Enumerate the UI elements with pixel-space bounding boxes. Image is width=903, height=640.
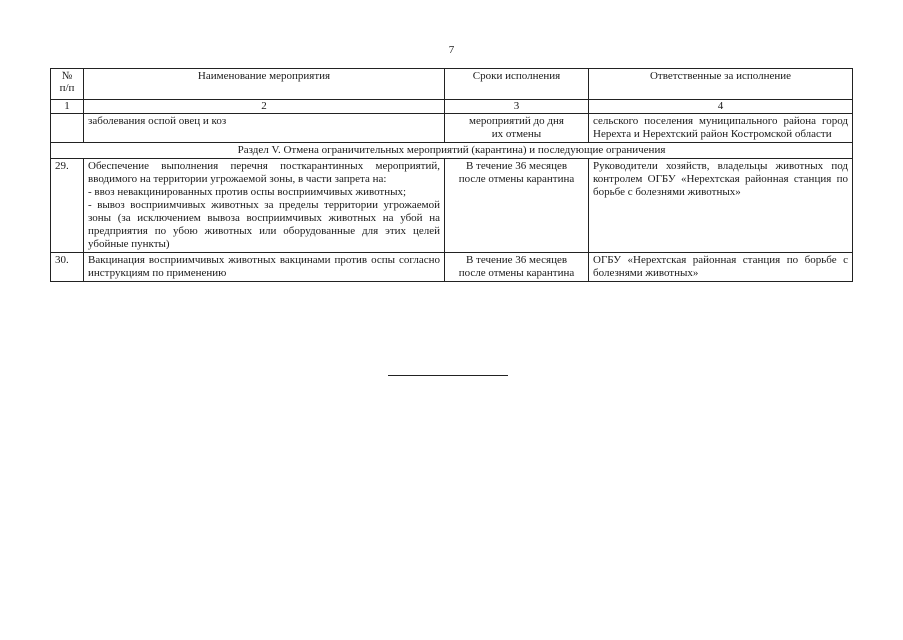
term-line: после отмены карантина [458,267,575,279]
header-term: Сроки исполнения [445,69,589,100]
index-cell: 3 [445,100,589,114]
index-cell: 1 [51,100,84,114]
header-num-abbr: п/п [59,82,75,94]
row-name-cell: заболевания оспой овец и коз [84,114,445,143]
row-term-cell [445,253,589,282]
index-cell: 4 [589,100,853,114]
row-num-cell [51,114,84,143]
row-name-cell [84,159,445,253]
term-line: В течение 36 месяцев [465,160,568,172]
row-responsible-cell: Руководители хозяйств, владельцы животных под контролем ОГБУ «Нерехтская районная станция по борьбе с болезнями животных» [589,159,853,253]
table-row [51,114,853,143]
row-responsible-cell: сельского поселения муниципального района город Нерехта и Нерехтский район Костромской области [589,114,853,143]
table-row [51,159,853,253]
separator-line [388,375,508,376]
row-term-cell [445,159,589,253]
header-num [51,69,84,100]
header-responsible: Ответственные за исполнение [589,69,853,100]
header-name: Наименование мероприятия [84,69,445,100]
name-paragraph: Обеспечение выполнения перечня посткарантинных мероприятий, вводимого на территории угрожаемой зоны, в части запрета на: [88,160,440,185]
row-term-cell [445,114,589,143]
section-title: Раздел V. Отмена ограничительных мероприятий (карантина) и последующие ограничения [51,143,853,159]
term-line: их отмены [491,128,542,140]
name-paragraph: - вывоз восприимчивых животных за пределы территории угрожаемой зоны (за исключением вывоза восприимчивых животных на убой на предприятия по убою животных или оборудованные для этих целей убойные пункты) [88,199,440,250]
section-row [51,143,853,159]
table-header-row [51,69,853,100]
row-name-cell [84,253,445,282]
term-line: мероприятий до дня [469,115,564,127]
row-num-cell: 30. [51,253,84,282]
header-num-sign: № [61,70,73,82]
table-row [51,253,853,282]
column-index-row [51,100,853,114]
measures-table [50,68,853,282]
row-num-cell: 29. [51,159,84,253]
name-paragraph: - ввоз невакцинированных против оспы восприимчивых животных; [88,186,407,198]
term-line: В течение 36 месяцев [465,254,568,266]
name-paragraph: Вакцинация восприимчивых животных вакцинами против оспы согласно инструкциям по применению [88,254,440,279]
row-responsible-cell: ОГБУ «Нерехтская районная станция по борьбе с болезнями животных» [589,253,853,282]
index-cell: 2 [84,100,445,114]
term-line: после отмены карантина [458,173,575,185]
page-number: 7 [448,44,455,56]
